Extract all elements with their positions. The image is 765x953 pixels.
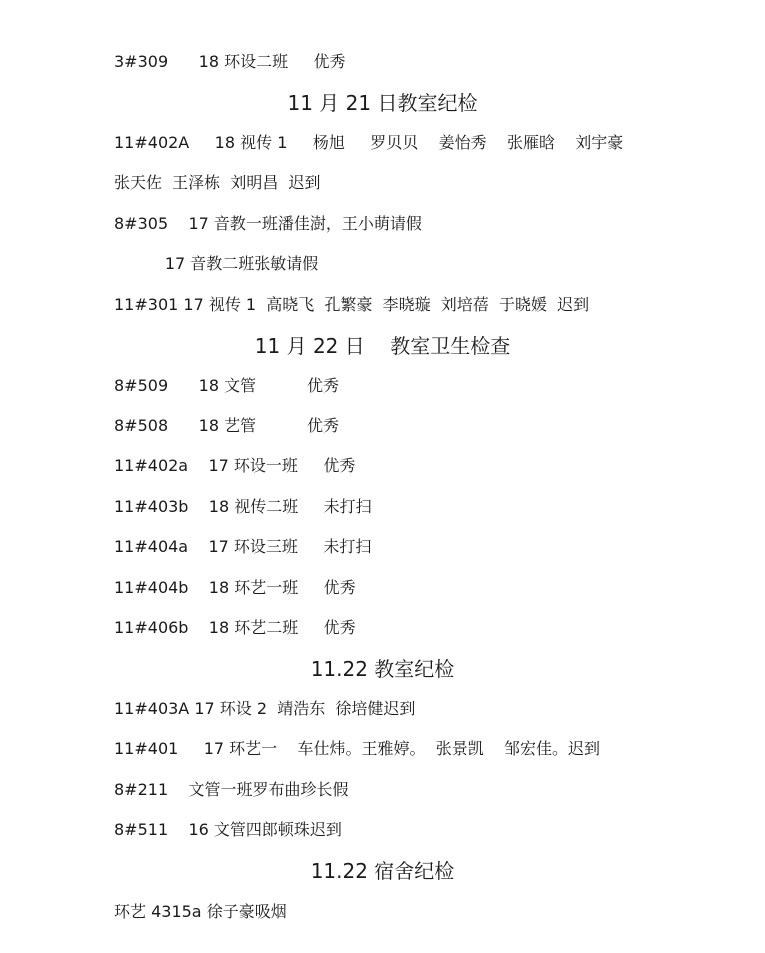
record-line: 8#305 17 音教一班潘佳澍，王小萌请假 [114, 214, 422, 233]
record-line: 张天佐 王泽栋 刘明昌 迟到 [114, 173, 321, 192]
record-line: 11#401 17 环艺一 车仕炜。王雅婷。 张景凯 邹宏佳。迟到 [114, 739, 601, 758]
record-line: 17 音教二班张敏请假 [114, 254, 319, 273]
section-heading: 11 月 21 日教室纪检 [287, 91, 478, 115]
record-line: 8#509 18 文管 优秀 [114, 376, 339, 395]
record-line: 11#406b 18 环艺二班 优秀 [114, 618, 356, 637]
record-line: 11#404b 18 环艺一班 优秀 [114, 578, 356, 597]
section-heading: 11.22 教室纪检 [310, 657, 455, 681]
record-line: 11#301 17 视传 1 高晓飞 孔繁豪 李晓璇 刘培蓓 于晓媛 迟到 [114, 295, 590, 314]
section-heading: 11 月 22 日 教室卫生检查 [254, 334, 511, 358]
record-line: 8#508 18 艺管 优秀 [114, 416, 339, 435]
record-line: 11#402a 17 环设一班 优秀 [114, 456, 356, 475]
record-line: 11#403A 17 环设 2 靖浩东 徐培健迟到 [114, 699, 416, 718]
record-line: 环艺 4315a 徐子豪吸烟 [114, 902, 287, 921]
record-line: 8#211 文管一班罗布曲珍长假 [114, 780, 349, 799]
record-line: 11#404a 17 环设三班 未打扫 [114, 537, 372, 556]
section-heading: 11.22 宿舍纪检 [310, 859, 455, 883]
record-line: 8#511 16 文管四郎顿珠迟到 [114, 820, 342, 839]
record-line: 11#403b 18 视传二班 未打扫 [114, 497, 372, 516]
record-line: 11#402A 18 视传 1 杨旭 罗贝贝 姜怡秀 张雁晗 刘宇豪 [114, 133, 624, 152]
record-line: 3#309 18 环设二班 优秀 [114, 52, 346, 71]
